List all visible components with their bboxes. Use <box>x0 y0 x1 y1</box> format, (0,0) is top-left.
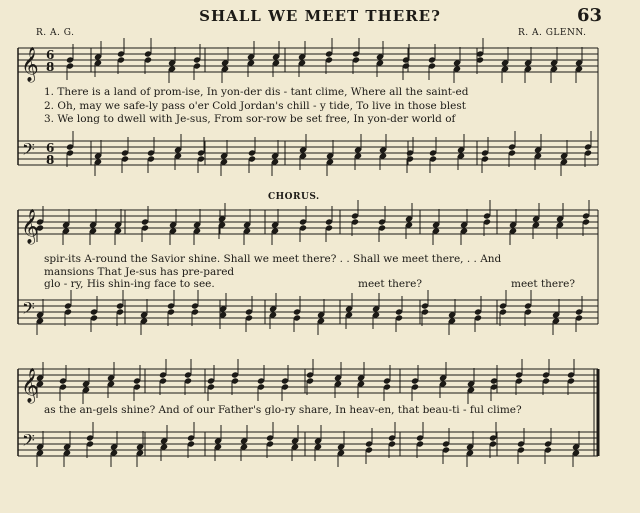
treble-clef: 𝄞 <box>21 368 39 403</box>
treble-clef: 𝄞 <box>21 47 39 82</box>
page-number: 63 <box>577 5 603 26</box>
bass-clef: 𝄢 <box>22 430 35 454</box>
time-signature-top: 6 <box>46 48 55 62</box>
composer-credit: R. A. GLENN. <box>518 28 587 38</box>
chorus-echo-1: meet there? <box>358 278 422 290</box>
bass-clef: 𝄢 <box>22 298 35 322</box>
system2-lyrics-line3: glo - ry, His shin-ing face to see. <box>44 278 215 290</box>
lyricist-credit: R. A. G. <box>36 28 75 38</box>
time-signature-top: 6 <box>46 141 55 155</box>
verse-3-lyrics: 3. We long to dwell with Je-sus, From sor-row be set free, In yon-der world of <box>44 113 456 125</box>
song-title: SHALL WE MEET THERE? <box>199 7 441 25</box>
treble-clef: 𝄞 <box>21 209 39 244</box>
verse-2-lyrics: 2. Oh, may we safe-ly pass o'er Cold Jordan's chill - y tide, To live in those blest <box>44 100 466 112</box>
system2-lyrics-line2: mansions That Je-sus has pre-pared <box>44 266 235 278</box>
time-signature-bottom: 8 <box>46 153 55 167</box>
verse-1-lyrics: 1. There is a land of prom-ise, In yon-der dis - tant clime, Where all the saint-ed <box>44 86 469 98</box>
time-signature-bottom: 8 <box>46 60 55 74</box>
system2-lyrics-line1: spir-its A-round the Savior shine. Shall we meet there? . . Shall we meet there, . . And <box>44 253 502 265</box>
chorus-label: CHORUS. <box>268 192 320 202</box>
chorus-echo-2: meet there? <box>511 278 575 290</box>
system3-lyrics-line1: as the an-gels shine? And of our Father's glo-ry share, In heav-en, that beau-ti - ful clime? <box>44 404 522 416</box>
bass-clef: 𝄢 <box>22 139 35 163</box>
